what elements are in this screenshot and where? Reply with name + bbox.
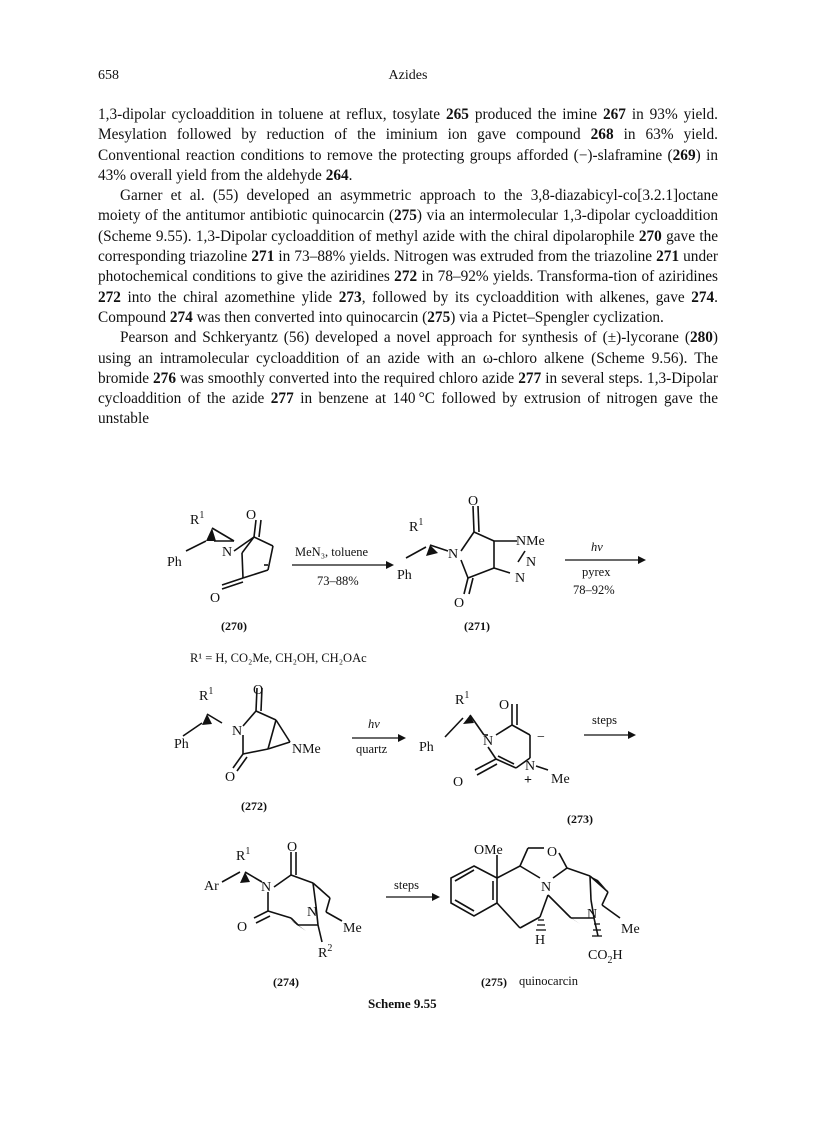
atom-me: Me [551,772,570,787]
arrowhead [432,893,440,901]
atom-n: N [307,905,318,920]
atom-o: O [246,508,257,523]
compound-label-274: (274) [273,975,299,989]
atom-n: N [587,907,598,922]
compound-ref: 274 [691,288,715,306]
arrow-2-yield: 78–92% [573,583,615,597]
atom-ph: Ph [397,568,412,583]
atom-n: N [515,571,526,586]
atom-o: O [453,775,464,790]
atom-r1: $R^1$ [199,686,214,704]
atom-ome: OMe [474,843,503,858]
compound-ref: 274 [169,308,193,326]
atom-n: N [232,724,243,739]
running-title: Azides [388,68,428,83]
compound-ref: 265 [446,106,469,123]
compound-label-270: (270) [221,619,247,633]
compound-ref: 271 [251,248,275,266]
arrow-3-condition: quartz [356,742,388,756]
atom-n: N [222,545,233,560]
arrow-3-hv: hν [368,717,380,731]
page-number: 658 [98,68,119,83]
compound-name-275: quinocarcin [519,974,579,988]
compound-ref: 277 [518,369,542,387]
atom-o: O [454,596,465,611]
arrowhead [638,556,646,564]
arrowhead [386,561,394,569]
arrow-4-label: steps [592,713,617,727]
compound-ref: 271 [656,248,680,266]
arrow-2-hv: hν [591,540,603,554]
atom-n: N [261,880,272,895]
paragraph-1: 1,3-dipolar cycloaddition in toluene at reflux, tosylate 265 produced the imine 267 in 93% yield. Mesylation followed by reduction of the iminium ion gave compound 268 in 63% yield. Conventional reaction conditions to remove the protecting groups afforded (−)-slaframine (269) in 43% overall yield from the aldehyde 264. [98,106,718,184]
paragraph-3: Pearson and Schkeryantz (56) developed a novel approach for synthesis of (±)-lycorane (280) using an intramolecular cycloaddition of an azide with an ω-chloro alkene (Scheme 9.56). The bromide 276 was smoothly converted into the required chloro azide 277 in several steps. 1,3-Dipolar cycloaddition of the azide 277 in benzene at 140 °C followed by extrusion of nitrogen gave the unstable [98,329,718,428]
arrow-1-reagent: MeN₃, toluene [295,545,369,559]
compound-ref: 268 [590,126,614,144]
structure-275 [451,848,620,936]
atom-n: N [483,734,494,749]
compound-ref: 267 [603,106,626,123]
arrowhead [398,734,406,742]
arrow-1-yield: 73–88% [317,574,359,588]
atom-me: Me [621,922,640,937]
hashed-bond [536,920,602,936]
compound-ref: 280 [689,329,713,347]
charge-plus: + [524,773,532,788]
scheme-caption: Scheme 9.55 [368,996,437,1011]
atom-ph: Ph [174,737,189,752]
compound-ref: 273 [338,288,362,306]
atom-o: O [287,840,298,855]
atom-n: N [526,555,537,570]
atom-o: O [499,698,510,713]
compound-label-272: (272) [241,799,267,813]
atom-nme: NMe [292,742,321,757]
compound-ref: 264 [325,166,349,184]
arrow-5-label: steps [394,878,419,892]
compound-ref: 276 [153,369,176,387]
atom-ph: Ph [167,555,182,570]
compound-ref: 277 [270,390,294,408]
compound-ref: 269 [672,146,696,164]
atom-n-plus: N [525,759,536,774]
compound-label-273: (273) [567,812,593,826]
atom-r1: $R^1$ [236,846,251,864]
atom-o: O [225,770,236,785]
compound-ref: 270 [638,227,662,245]
atom-n: N [448,547,459,562]
atom-r1: $R^1$ [190,510,205,528]
compound-ref: 275 [393,207,417,225]
atom-n: N [541,880,552,895]
paragraph-2: Garner et al. (55) developed an asymmetric approach to the 3,8-diazabicyl-co[3.2.1]octane moiety of the antitumor antibiotic quinocarcin (275) via an intermolecular 1,3-dipolar cycloaddition (Scheme 9.55). 1,3-Dipolar cycloaddition of methyl azide with the chiral dipolarophile 270 gave the corresponding triazoline 271 in 73–88% yields. Nitrogen was extruded from the triazoline 271 under photochemical conditions to give the aziridines 272 in 78–92% yields. Transforma-tion of aziridines 272 into the chiral azomethine ylide 273, followed by its cycloaddition with alkenes, gave 274. Compound 274 was then converted into quinocarcin (275) via a Pictet–Spengler cyclization. [98,187,719,326]
atom-ar: Ar [204,879,219,894]
r1-definition: R¹ = H, CO₂Me, CH₂OH, CH₂OAc [190,651,367,665]
atom-o: O [547,845,558,860]
atom-ph: Ph [419,740,434,755]
atom-o: O [237,920,248,935]
atom-me: Me [343,921,362,936]
arrow-2-condition: pyrex [582,565,611,579]
arrowhead [628,731,636,739]
atom-minus: − [537,730,545,745]
atom-o: O [253,683,264,698]
atom-r1: $R^1$ [455,690,470,708]
atom-r2: $R^2$ [318,943,333,961]
atom-nme: NMe [516,534,545,549]
structure-271 [406,506,525,594]
compound-ref: 275 [427,308,451,326]
atom-h: H [535,933,546,948]
compound-ref: 272 [394,268,418,286]
compound-label-275: (275) [481,975,507,989]
atom-co2h: $CO_2H$ [588,948,623,966]
atom-r1: $R^1$ [409,517,424,535]
atom-o: O [468,494,479,509]
compound-label-271: (271) [464,619,490,633]
compound-ref: 272 [98,288,121,306]
atom-o: O [210,591,221,606]
